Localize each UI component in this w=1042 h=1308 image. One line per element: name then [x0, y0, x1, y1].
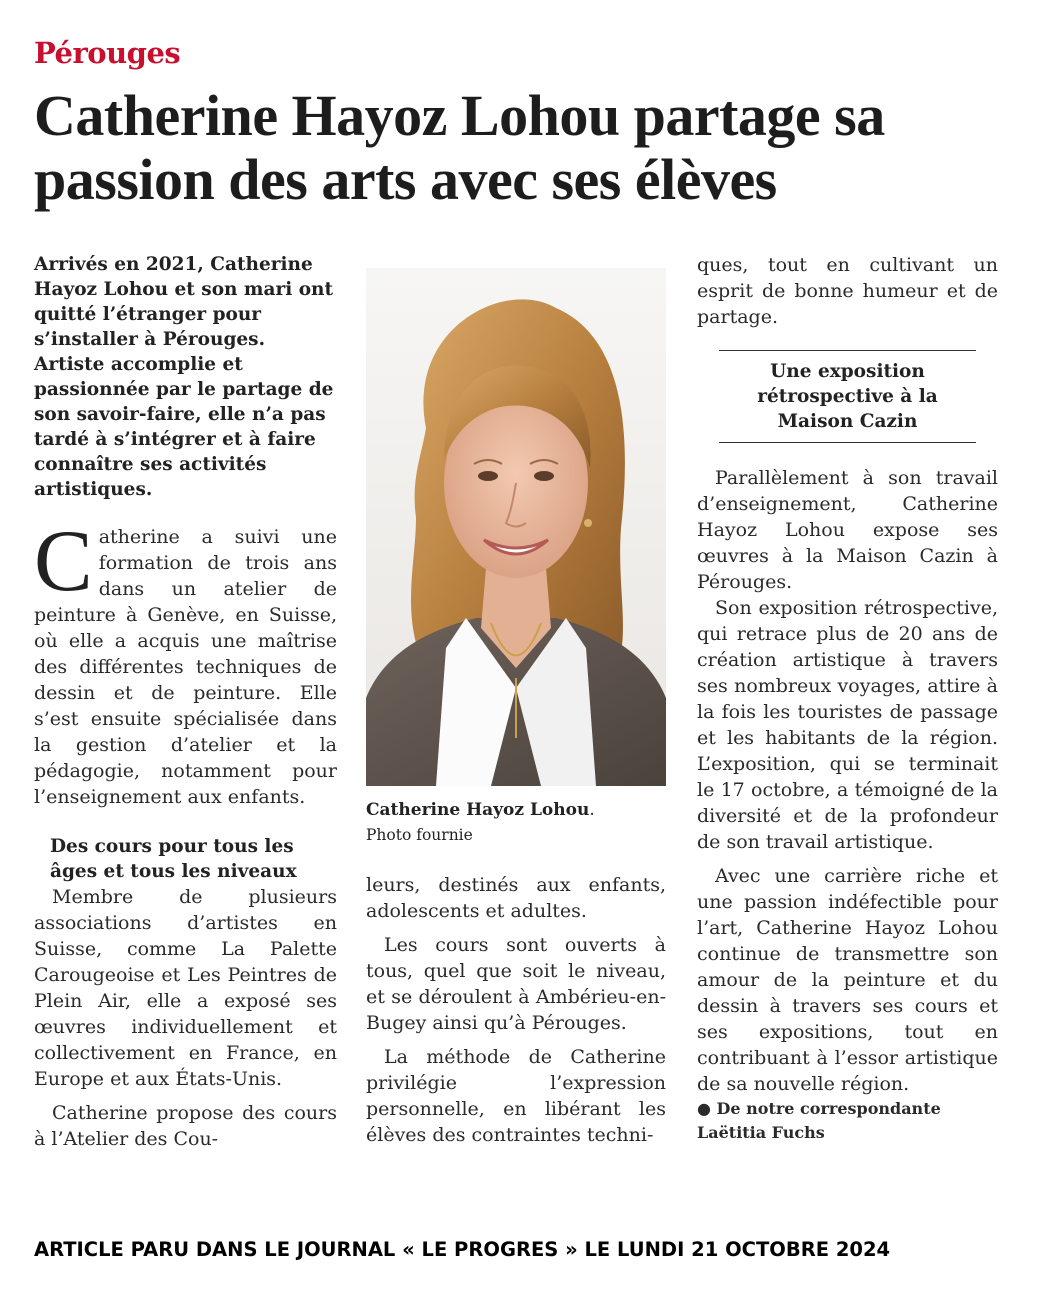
byline-author: Laëtitia Fuchs	[697, 1123, 825, 1142]
subheading-courses: Des cours pour tous les âges et tous les niveaux	[50, 836, 297, 882]
body-paragraph: Catherine propose des cours à l’Atelier des Cou-	[34, 1102, 337, 1150]
photo-credit: Photo fournie	[366, 826, 473, 844]
intro-paragraph	[34, 513, 337, 810]
article-headline: Catherine Hayoz Lohou partage sa passion des arts avec ses élèves	[34, 83, 885, 212]
bullet-icon: ●	[697, 1099, 711, 1118]
subheading-exhibition: Une exposition rétrospective à la Maison Cazin	[719, 350, 976, 443]
body-paragraph: Avec une carrière riche et une passion indéfectible pour l’art, Catherine Hayoz Lohou continue de transmettre son amour de la peinture et du dessin à travers ses cours et ses expositions, tout en contribuant à l’essor artistique de sa nouvelle région.	[697, 865, 998, 1095]
source-footer: ARTICLE PARU DANS LE JOURNAL « LE PROGRES » LE LUNDI 21 OCTOBRE 2024	[34, 1238, 891, 1261]
byline	[697, 1097, 998, 1145]
intro-text: atherine a suivi une formation de trois ans dans un atelier de peinture à Genève, en Suisse, où elle a acquis une maîtrise des différentes techniques de dessin et de peinture. Elle s’est ensuite spécialisée dans la gestion d’atelier et la pédagogie, notamment pour l’enseignement aux enfants.	[34, 526, 337, 808]
byline-role: De notre correspondante	[716, 1099, 941, 1118]
drop-cap: C	[34, 513, 93, 610]
body-paragraph: Parallèlement à son travail d’enseignement, Catherine Hayoz Lohou expose ses œuvres à la Maison Cazin à Pérouges.	[697, 467, 998, 593]
body-paragraph: ques, tout en cultivant un esprit de bonne humeur et de partage.	[697, 254, 998, 328]
portrait-photo	[366, 268, 666, 786]
column-1	[34, 252, 337, 1152]
caption-name: Catherine Hayoz Lohou	[366, 800, 590, 820]
column-2	[366, 872, 666, 1148]
portrait-illustration	[366, 268, 666, 786]
body-paragraph: Membre de plusieurs associations d’artistes en Suisse, comme La Palette Carougeoise et Les Peintres de Plein Air, elle a exposé ses œuvres individuellement et collectivement en France, en Europe et aux États-Unis.	[34, 886, 337, 1090]
column-3	[697, 252, 998, 1145]
body-paragraph: Son exposition rétrospective, qui retrace plus de 20 ans de création artistique à travers ses nombreux voyages, attire à la fois les touristes de passage et les habitants de la région. L’exposition, qui se terminait le 17 octobre, a témoigné de la diversité et de la profondeur de son travail artistique.	[697, 597, 998, 853]
body-paragraph: Les cours sont ouverts à tous, quel que soit le niveau, et se déroulent à Ambérieu-en-Bugey ainsi qu’à Pérouges.	[366, 934, 666, 1034]
photo-caption	[366, 798, 666, 848]
article-lead: Arrivés en 2021, Catherine Hayoz Lohou et son mari ont quitté l’étranger pour s’installer à Pérouges. Artiste accomplie et passionnée par le partage de son savoir-faire, elle n’a pas tardé à s’intégrer et à faire connaître ses activités artistiques.	[34, 254, 334, 500]
caption-dot: .	[589, 800, 595, 820]
body-paragraph: La méthode de Catherine privilégie l’expression personnelle, en libérant les élèves des contraintes techni-	[366, 1046, 666, 1146]
section-kicker: Pérouges	[34, 36, 181, 70]
body-paragraph: leurs, destinés aux enfants, adolescents et adultes.	[366, 874, 666, 922]
